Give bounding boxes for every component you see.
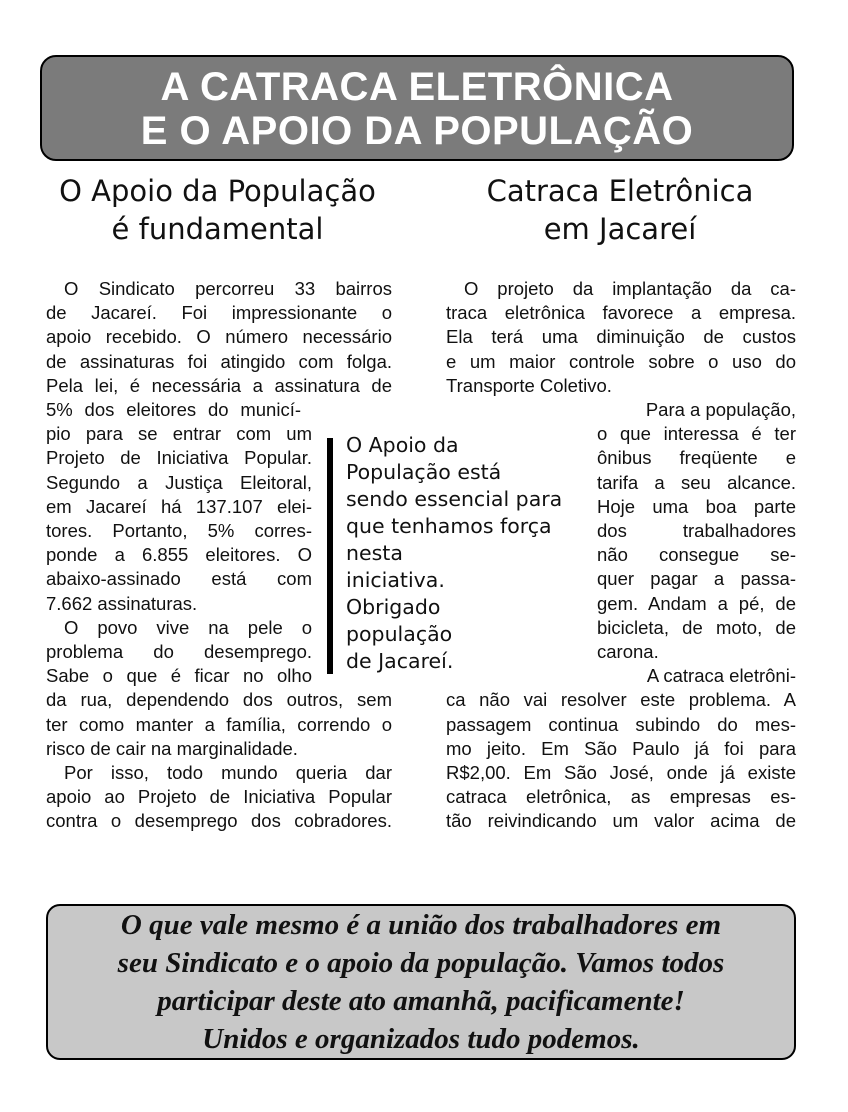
text-line: de Jacareí. Foi impressionante o <box>46 302 392 324</box>
pull-quote-line: Obrigado <box>346 595 441 619</box>
left-column-heading <box>45 172 390 248</box>
text-line: apoio recebido. O número necessário <box>46 326 392 348</box>
text-line: A catraca eletrôni- <box>646 665 796 687</box>
pull-quote-line: O Apoio da <box>346 433 459 457</box>
text-line: dos trabalhadores <box>597 520 796 542</box>
text-line: contra o desemprego dos cobradores. <box>46 810 392 832</box>
text-line: carona. <box>597 641 659 663</box>
text-line: risco de cair na marginalidade. <box>46 737 298 759</box>
closing-message-box <box>46 904 796 1060</box>
closing-line: Unidos e organizados tudo podemos. <box>202 1023 640 1055</box>
text-line: ter como manter a família, correndo o <box>46 713 392 735</box>
text-line: Hoje uma boa parte <box>597 495 796 517</box>
text-line: não consegue se- <box>597 544 796 566</box>
text-line: Segundo a Justiça Eleitoral, <box>46 471 312 493</box>
right-heading-line-2: em Jacareí <box>543 212 697 246</box>
text-line: Ela terá uma diminuição de custos <box>446 326 796 348</box>
pull-quote-line: de Jacareí. <box>346 649 454 673</box>
closing-line: seu Sindicato e o apoio da população. Vamos todos <box>117 947 725 979</box>
text-line: tarifa a seu alcance. <box>597 471 796 493</box>
text-line: Sabe o que é ficar no olho <box>46 665 312 687</box>
pull-quote-line: nesta <box>346 541 403 565</box>
text-line: ônibus freqüente e <box>597 447 796 469</box>
text-line: O projeto da implantação da ca- <box>464 278 796 299</box>
text-line: traca eletrônica favorece a empresa. <box>446 302 796 324</box>
left-column-text <box>46 277 392 834</box>
text-line: catraca eletrônica, as empresas es- <box>446 786 796 808</box>
text-line: de assinaturas foi atingido com folga. <box>46 350 392 372</box>
text-line: Pela lei, é necessária a assinatura de <box>46 374 392 396</box>
headline-line-2: E O APOIO DA POPULAÇÃO <box>140 109 694 153</box>
text-line: abaixo-assinado está com <box>46 568 312 590</box>
text-line: problema do desemprego. <box>46 641 312 663</box>
pull-quote-bar <box>327 438 333 674</box>
text-line: Por isso, todo mundo queria dar <box>64 762 392 784</box>
text-line: O povo vive na pele o <box>64 616 312 638</box>
pull-quote-line: que tenhamos força <box>346 514 552 538</box>
right-heading-line-1: Catraca Eletrônica <box>486 174 754 208</box>
text-line: pio para se entrar com um <box>46 423 312 445</box>
text-line: passagem continua subindo do mes- <box>446 713 796 735</box>
text-line: em Jacareí há 137.107 elei- <box>46 495 312 517</box>
text-line: gem. Andam a pé, de <box>597 592 796 614</box>
pull-quote-line: população <box>346 622 453 646</box>
text-line: e um maior controle sobre o uso do <box>446 350 796 372</box>
text-line: O Sindicato percorreu 33 bairros <box>64 278 392 299</box>
text-line: Transporte Coletivo. <box>446 374 612 396</box>
text-line: o que interessa é ter <box>597 423 796 445</box>
left-heading-line-1: O Apoio da População <box>59 174 376 208</box>
right-column-text <box>446 277 796 834</box>
text-line: 5% dos eleitores do municí- <box>46 399 301 421</box>
text-line: bicicleta, de moto, de <box>597 616 796 638</box>
right-column-heading <box>445 172 795 248</box>
text-line: da rua, dependendo dos outros, sem <box>46 689 392 711</box>
text-line: R$2,00. Em São José, onde já existe <box>446 762 796 784</box>
pull-quote-line: População está <box>346 460 502 484</box>
text-line: ca não vai resolver este problema. A <box>446 689 796 711</box>
text-line: 7.662 assinaturas. <box>46 592 198 614</box>
headline-banner <box>40 55 794 161</box>
text-line: tão reivindicando um valor acima de <box>446 810 796 832</box>
pull-quote-line: iniciativa. <box>346 568 445 592</box>
text-line: tores. Portanto, 5% corres- <box>46 520 312 542</box>
text-line: ponde a 6.855 eleitores. O <box>46 544 312 566</box>
text-line: mo jeito. Em São Paulo já foi para <box>446 737 796 759</box>
text-line: Para a população, <box>645 399 796 421</box>
text-line: apoio ao Projeto de Iniciativa Popular <box>46 786 392 808</box>
left-heading-line-2: é fundamental <box>111 212 324 246</box>
closing-line: participar deste ato amanhã, pacificamente! <box>157 985 685 1017</box>
closing-line: O que vale mesmo é a união dos trabalhadores em <box>120 909 722 941</box>
headline-line-1: A CATRACA ELETRÔNICA <box>160 65 674 109</box>
pull-quote-line: sendo essencial para <box>346 487 563 511</box>
text-line: quer pagar a passa- <box>597 568 796 590</box>
text-line: Projeto de Iniciativa Popular. <box>46 447 312 469</box>
